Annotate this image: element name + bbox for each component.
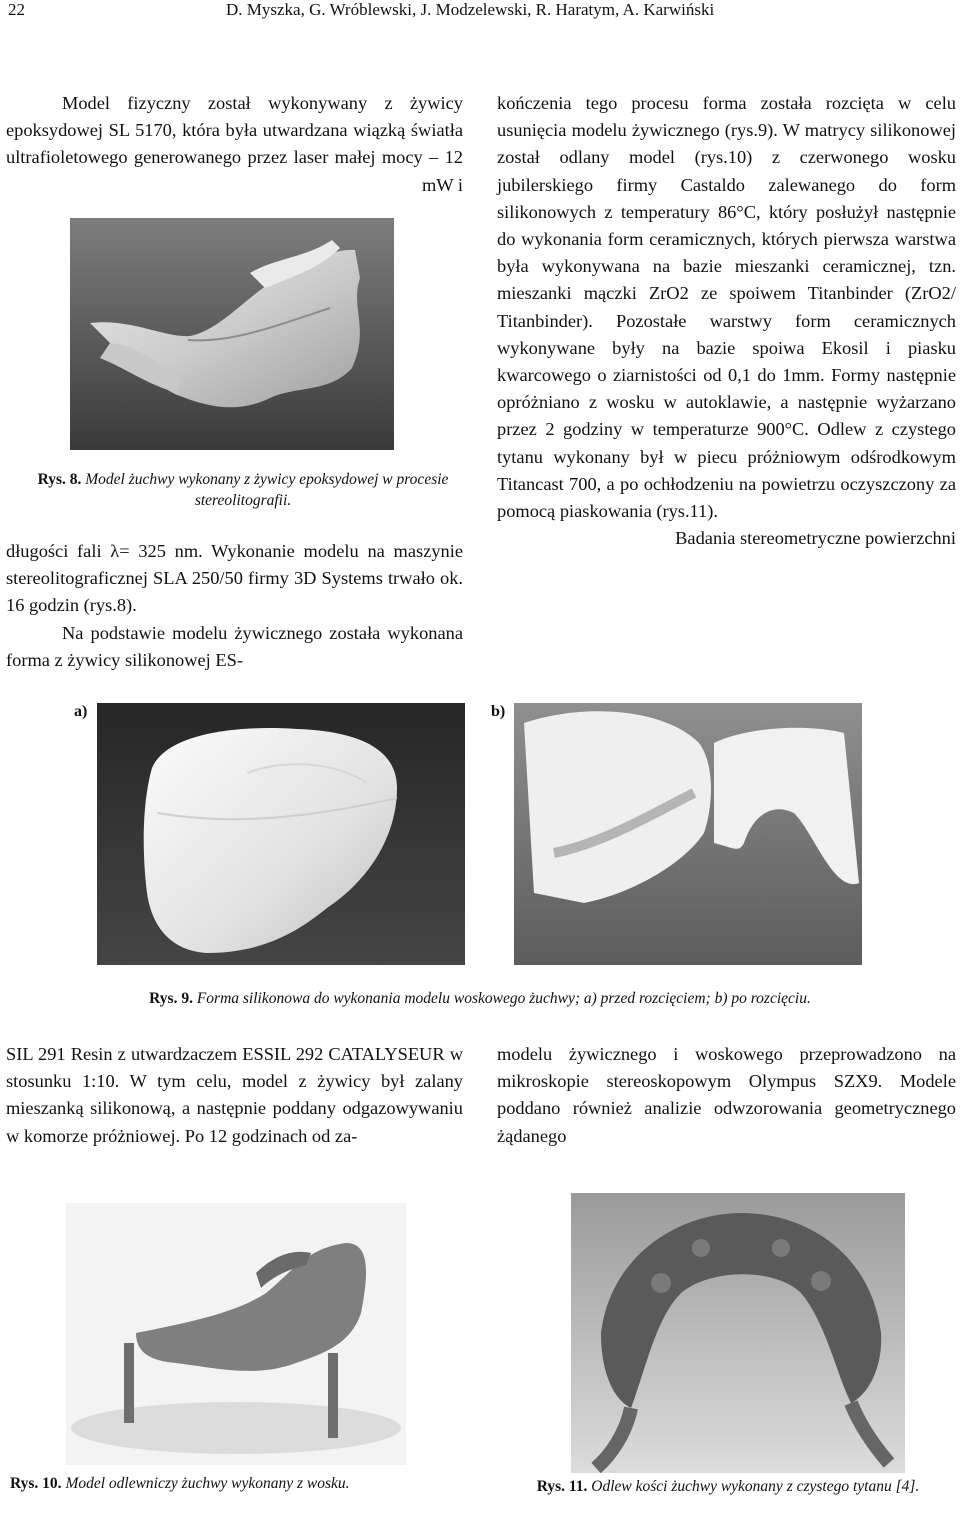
figure-9b-label: b) [491, 703, 506, 720]
figure-9-label: Rys. 9. [149, 990, 193, 1007]
paragraph: Na podstawie modelu żywicznego została wykonana forma z żywicy silikonowej ES- [6, 622, 463, 670]
text-column-bottom-left [6, 1041, 463, 1150]
figure-10-label: Rys. 10. [10, 1475, 62, 1492]
page-header [8, 0, 952, 26]
paragraph: modelu żywicznego i woskowego przeprowadzono na mikroskopie stereoskopowym Olympus SZX9. Modele poddano również analizie odwzorowania geometrycznego żądanego [497, 1044, 956, 1146]
paragraph: kończenia tego procesu forma została rozcięta w celu usunięcia modelu żywicznego (rys.9). W matrycy silikonowej został odlany model (rys.10) z czerwonego wosku jubilerskiego firmy Castaldo zalewanego do form silikonowych z temperatury 86°C, który posłużył następnie do wykonania form ceramicznych, których pierwsza warstwa była wykonywana na bazie mieszanki ceramicznej, tzn. mieszanki mączki ZrO2 ze spoiwem Titanbinder (ZrO2/ Titanbinder). Pozostałe warstwy form ceramicznych wykonywane były na bazie spoiwa Ekosil i piasku kwarcowego o ziarnistości od 0,1 do 1mm. Formy następnie opróżniano z wosku w autoklawie, a następnie wyżarzano przez 2 godziny w temperaturze 900°C. Odlew z czystego tytanu wykonany był w piecu próżniowym odśrodkowym Titancast 700, a po ochłodzeniu na powietrzu oczyszczony za pomocą piaskowania (rys.11). [497, 93, 956, 522]
text-column-top-right [497, 90, 956, 552]
resin-jaw-model-image [70, 218, 394, 450]
figure-10-photo [66, 1203, 406, 1465]
titanium-jaw-cast-image [571, 1193, 905, 1473]
figure-8-photo [70, 218, 394, 450]
figure-10-caption [10, 1473, 470, 1494]
figure-9b-photo [514, 703, 862, 965]
paragraph: Model fizyczny został wykonywany z żywicy epoksydowej SL 5170, która była utwardzana wiązką światła ultrafioletowego generowanego przez laser małej mocy – 12 mW i [6, 93, 463, 195]
wax-jaw-model-image [66, 1203, 406, 1465]
paragraph: SIL 291 Resin z utwardzaczem ESSIL 292 CATALYSEUR w stosunku 1:10. W tym celu, model z żywicy był zalany mieszanką silikonową, a następnie poddany odgazowywaniu w komorze próżniowej. Po 12 godzinach od za- [6, 1044, 463, 1146]
figure-9-caption-text: Forma silikonowa do wykonania modelu woskowego żuchwy; a) przed rozcięciem; b) po rozcięciu. [192, 990, 811, 1007]
page-number: 22 [8, 0, 25, 19]
figure-11-caption-text: Odlew kości żuchwy wykonany z czystego tytanu [4]. [587, 1478, 920, 1495]
figure-11-label: Rys. 11. [536, 1478, 588, 1495]
figure-10-caption-text: Model odlewniczy żuchwy wykonany z wosku. [61, 1475, 350, 1492]
silicone-mold-cut-image [514, 703, 862, 965]
running-authors: D. Myszka, G. Wróblewski, J. Modzelewski, R. Haratym, A. Karwiński [226, 0, 715, 19]
text-column-top-left-a [6, 90, 463, 199]
paragraph: długości fali λ= 325 nm. Wykonanie modelu na maszynie stereolitograficznej SLA 250/50 firmy 3D Systems trwało ok. 16 godzin (rys.8). [6, 541, 463, 616]
silicone-mold-closed-image [97, 703, 465, 965]
figure-11-caption [516, 1476, 940, 1497]
text-column-bottom-right [497, 1041, 956, 1150]
text-column-top-left-b [6, 538, 463, 674]
figure-11-photo [571, 1193, 905, 1473]
figure-8-caption-text: Model żuchwy wykonany z żywicy epoksydowej w procesie stereolitografii. [81, 471, 449, 509]
figure-9a-label: a) [74, 703, 88, 720]
paragraph: Badania stereometryczne powierzchni [675, 528, 956, 549]
figure-8-label: Rys. 8. [37, 471, 82, 488]
figure-8-caption [26, 469, 460, 511]
figure-9a-photo [97, 703, 465, 965]
figure-9-caption [30, 988, 930, 1009]
